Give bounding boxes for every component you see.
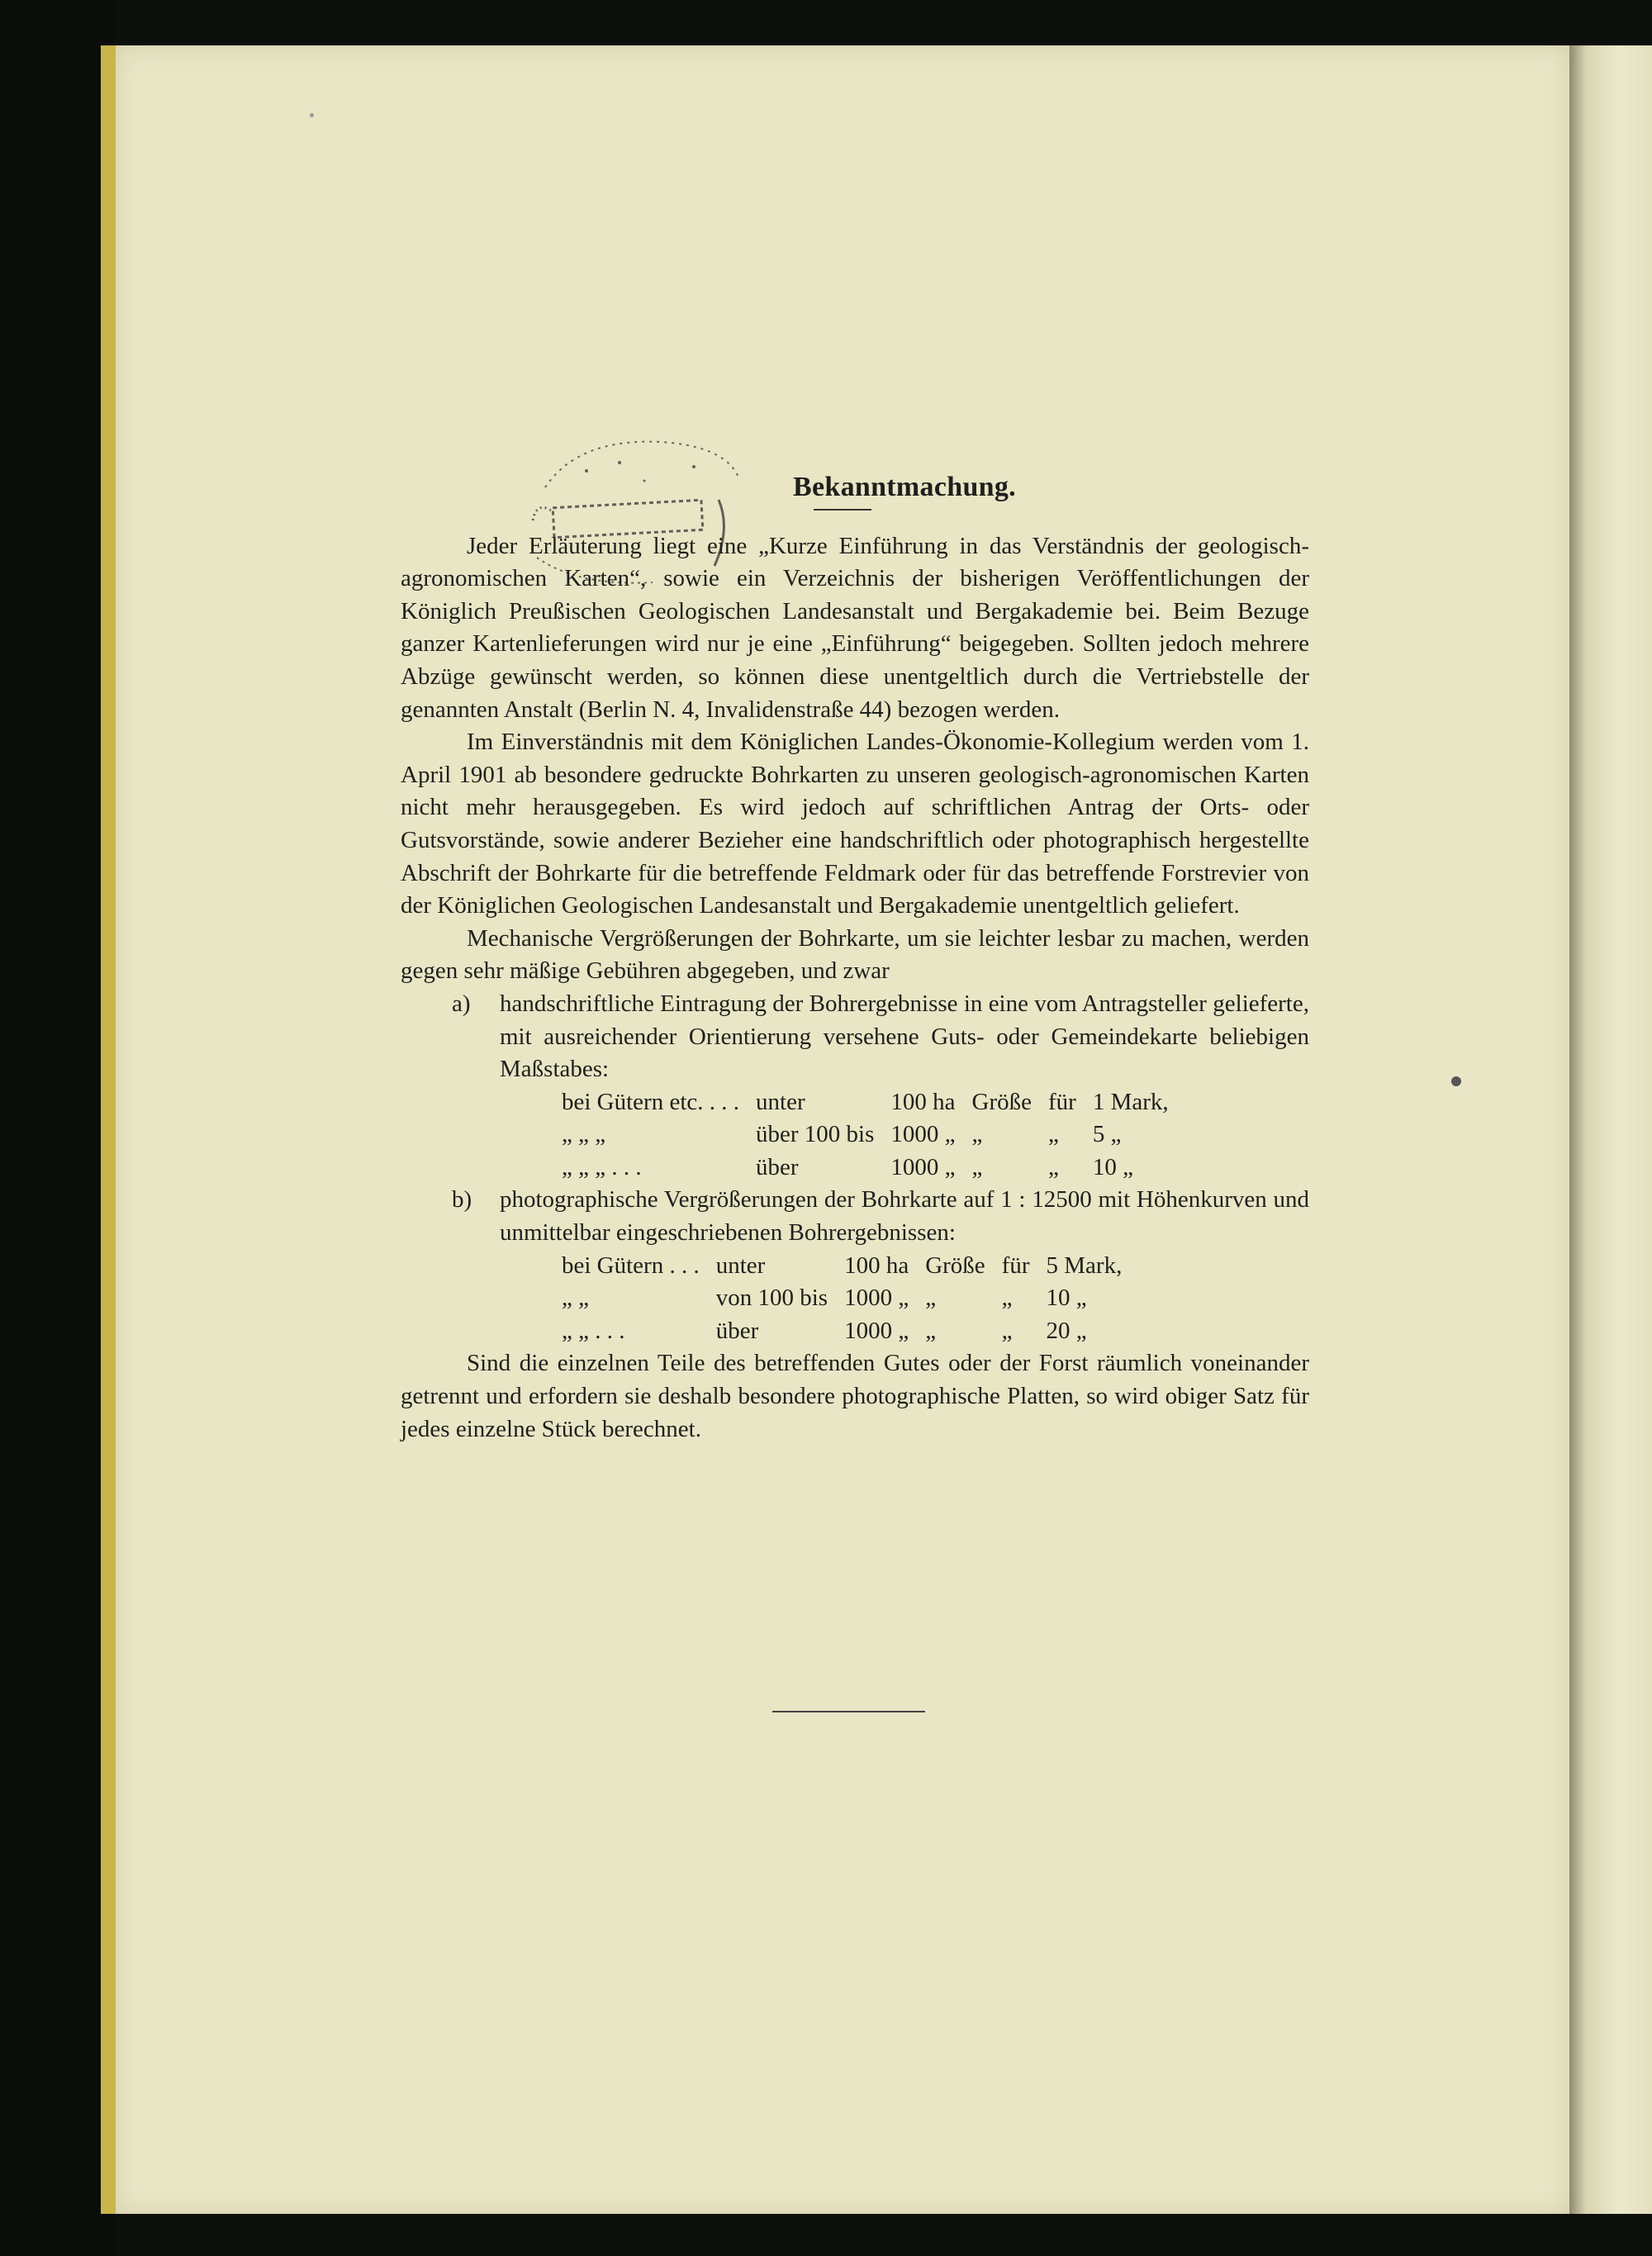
price-table-b: [553, 1250, 1130, 1348]
table-row: [553, 1250, 1130, 1283]
table-cell: „: [925, 1317, 937, 1344]
table-cell: für: [1001, 1251, 1030, 1279]
table-cell: für: [1048, 1088, 1076, 1115]
table-cell: „: [971, 1153, 983, 1180]
table-cell: „: [925, 1285, 937, 1312]
table-cell: über: [756, 1153, 799, 1180]
table-cell: 10 „: [1046, 1285, 1087, 1312]
notice-text-block: [401, 471, 1309, 1446]
book-binding: [0, 0, 116, 2256]
table-cell: bei Gütern etc. . . .: [562, 1088, 740, 1115]
adjacent-page-edge: [1569, 45, 1652, 2214]
paragraph-vergroesserungen: Mechanische Vergrößerungen der Bohrkarte, um sie leichter lesbar zu machen, werden gegen sehr mäßige Gebühren abgegeben, und zwar: [401, 924, 1309, 985]
paragraph-bohrkarten: Im Einverständnis mit dem Königlichen Landes-Ökonomie-Kollegium werden vom 1. April 1901 ab besondere gedruckte Bohrkarten zu unseren geologisch-agronomischen Karten nicht mehr herausgegeben. Es wird jedoch auf schriftlichen Antrag der Orts- oder Gutsvorstände, sowie anderer Bezieher eine handschriftlich oder photographisch hergestellte Abschrift der Bohrkarte für die betreffende Feldmark oder für das betreffende Forstrevier von der Königlichen Geologischen Landesanstalt und Bergakademie unentgeltlich geliefert.: [401, 729, 1309, 919]
list-item-b: [401, 1184, 1309, 1249]
table-cell: 100 ha: [844, 1251, 909, 1279]
paragraph-berechnung: Sind die einzelnen Teile des betreffenden Gutes oder der Forst räumlich voneinander getrennt und erfordern sie deshalb besondere photographische Platten, so wird obiger Satz für jedes einzelne Stück berechnet.: [401, 1350, 1309, 1442]
table-cell: 5 Mark,: [1046, 1251, 1123, 1279]
table-cell: 1 Mark,: [1092, 1088, 1169, 1115]
table-cell: „: [1048, 1121, 1059, 1148]
table-row: [553, 1119, 1177, 1152]
list-item-label: b): [452, 1186, 472, 1213]
paper-speck: [310, 113, 314, 117]
list-item-text: photographische Vergrößerungen der Bohrkarte auf 1 : 12500 mit Höhenkurven und unmittelbar eingeschriebenen Bohrergebnissen:: [500, 1186, 1309, 1247]
table-cell: Größe: [971, 1088, 1032, 1115]
table-row: [553, 1315, 1130, 1348]
list-item-text: handschriftliche Eintragung der Bohrergebnisse in eine vom Antragsteller gelieferte, mit ausreichender Orientierung versehene Guts- oder Gemeindekarte beliebigen Maßstabes:: [500, 990, 1309, 1083]
heading-rule: [814, 509, 871, 511]
list-item-a: [401, 988, 1309, 1086]
table-cell: „ „: [562, 1285, 589, 1312]
closing-rule: [772, 1711, 925, 1712]
table-cell: 5 „: [1092, 1121, 1122, 1148]
table-cell: „: [1001, 1285, 1013, 1312]
price-table-a: [553, 1086, 1177, 1185]
table-cell: „ „ . . .: [562, 1317, 625, 1344]
table-cell: 1000 „: [844, 1317, 909, 1344]
table-cell: über 100 bis: [756, 1121, 875, 1148]
table-row: [553, 1152, 1177, 1185]
table-cell: 1000 „: [890, 1121, 956, 1148]
page-gilt-edge: [101, 45, 116, 2214]
table-row: [553, 1086, 1177, 1119]
table-cell: 100 ha: [890, 1088, 956, 1115]
notice-heading: Bekanntmachung.: [793, 472, 1016, 502]
paper-speck: [1451, 1076, 1461, 1086]
table-cell: 1000 „: [890, 1153, 956, 1180]
table-row: [553, 1282, 1130, 1315]
table-cell: unter: [756, 1088, 805, 1115]
table-cell: über: [715, 1317, 759, 1344]
table-cell: „ „ „: [562, 1121, 606, 1148]
table-cell: unter: [715, 1251, 766, 1279]
table-cell: „: [971, 1121, 983, 1148]
table-cell: Größe: [925, 1251, 985, 1279]
paragraph-introduction: Jeder Erläuterung liegt eine „Kurze Einführung in das Verständnis der geologisch-agronomischen Karten“, sowie ein Verzeichnis der bisherigen Veröffentlichungen der Königlich Preußischen Geologischen Landesanstalt und Bergakademie bei. Beim Bezuge ganzer Kartenlieferungen wird nur je eine „Einführung“ beigegeben. Sollten jedoch mehrere Abzüge gewünscht werden, so können diese unentgeltlich durch die Vertriebstelle der genannten Anstalt (Berlin N. 4, Invalidenstraße 44) bezogen werden.: [401, 532, 1309, 723]
table-cell: 20 „: [1046, 1317, 1087, 1344]
list-item-label: a): [452, 990, 471, 1017]
table-cell: „: [1001, 1317, 1013, 1344]
table-cell: 1000 „: [844, 1285, 909, 1312]
table-cell: von 100 bis: [715, 1285, 828, 1312]
table-cell: „ „ „ . . .: [562, 1153, 642, 1180]
table-cell: bei Gütern . . .: [562, 1251, 700, 1279]
table-cell: 10 „: [1092, 1153, 1133, 1180]
table-cell: „: [1048, 1153, 1059, 1180]
